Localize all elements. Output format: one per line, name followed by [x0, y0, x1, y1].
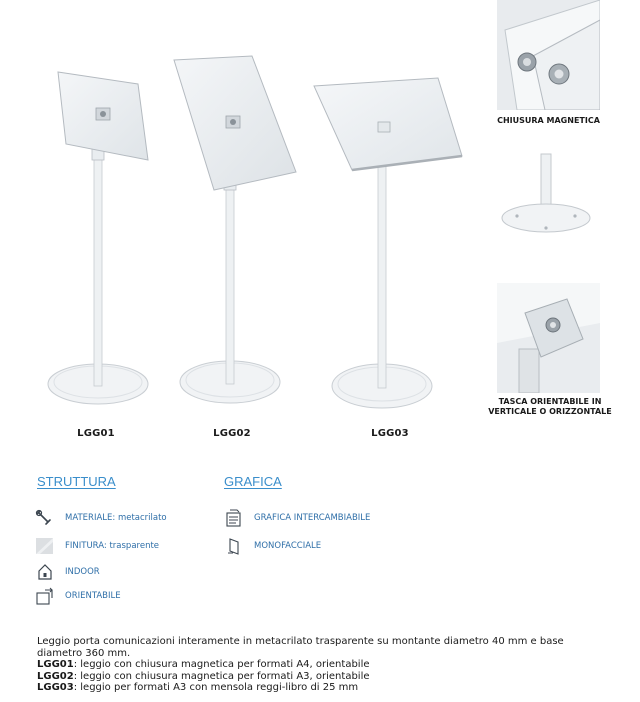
orientable-pocket-caption-line2: VERTICALE O ORIZZONTALE — [488, 407, 612, 416]
product-label-lgg01: LGG01 — [77, 428, 115, 439]
description-text: : leggio con chiusura magnetica per formati A3, orientabile — [73, 670, 370, 682]
feature-finish-label: FINITURA: trasparente — [65, 541, 160, 551]
finish-swatch-icon — [35, 537, 55, 555]
wrench-icon — [35, 509, 55, 527]
lectern-lgg03-image — [312, 76, 472, 422]
orientable-pocket-caption — [470, 397, 630, 417]
description-line-lgg01 — [37, 659, 607, 671]
house-icon — [35, 563, 55, 581]
feature-finish — [35, 537, 159, 555]
feature-interchangeable-graphic — [224, 509, 370, 527]
description-code: LGG02 — [37, 670, 74, 682]
description-line-lgg03 — [37, 682, 607, 694]
magnetic-closure-caption: CHIUSURA MAGNETICA — [497, 116, 600, 125]
description-line-lgg02 — [37, 671, 607, 683]
orientable-pocket-caption-line1: TASCA ORIENTABILE IN — [498, 397, 602, 406]
lectern-lgg01-image — [40, 60, 170, 420]
grafica-title[interactable]: GRAFICA — [224, 474, 282, 489]
description-intro: Leggio porta comunicazioni interamente in metacrilato trasparente su montante diametro 40 mm e base diametro 360 mm. — [37, 636, 564, 659]
description-text: : leggio con chiusura magnetica per formati A4, orientabile — [73, 659, 370, 670]
lectern-lgg02-image — [168, 52, 308, 422]
description-code: LGG03 — [37, 682, 74, 693]
feature-indoor-label: INDOOR — [65, 567, 100, 577]
product-label-lgg02: LGG02 — [213, 428, 251, 439]
feature-orientable — [35, 587, 121, 605]
rotate-panel-icon — [35, 587, 55, 605]
feature-single-sided-label: MONOFACCIALE — [254, 541, 322, 551]
description-text: : leggio per formati A3 con mensola reggi-libro di 25 mm — [73, 682, 359, 693]
feature-material — [35, 509, 167, 527]
single-sided-icon — [224, 537, 244, 555]
feature-indoor — [35, 563, 100, 581]
magnetic-closure-detail-image — [497, 0, 600, 110]
product-description — [37, 636, 607, 694]
swap-graphic-icon — [224, 509, 244, 527]
base-detail-image — [497, 150, 600, 245]
struttura-title[interactable]: STRUTTURA — [37, 474, 116, 489]
feature-material-label: MATERIALE: metacrilato — [65, 513, 167, 523]
product-label-lgg03: LGG03 — [371, 428, 409, 439]
feature-single-sided — [224, 537, 321, 555]
orientable-pocket-detail-image — [497, 283, 600, 393]
feature-orientable-label: ORIENTABILE — [65, 591, 121, 601]
description-code: LGG01 — [37, 659, 74, 670]
feature-interchangeable-graphic-label: GRAFICA INTERCAMBIABILE — [254, 513, 371, 523]
